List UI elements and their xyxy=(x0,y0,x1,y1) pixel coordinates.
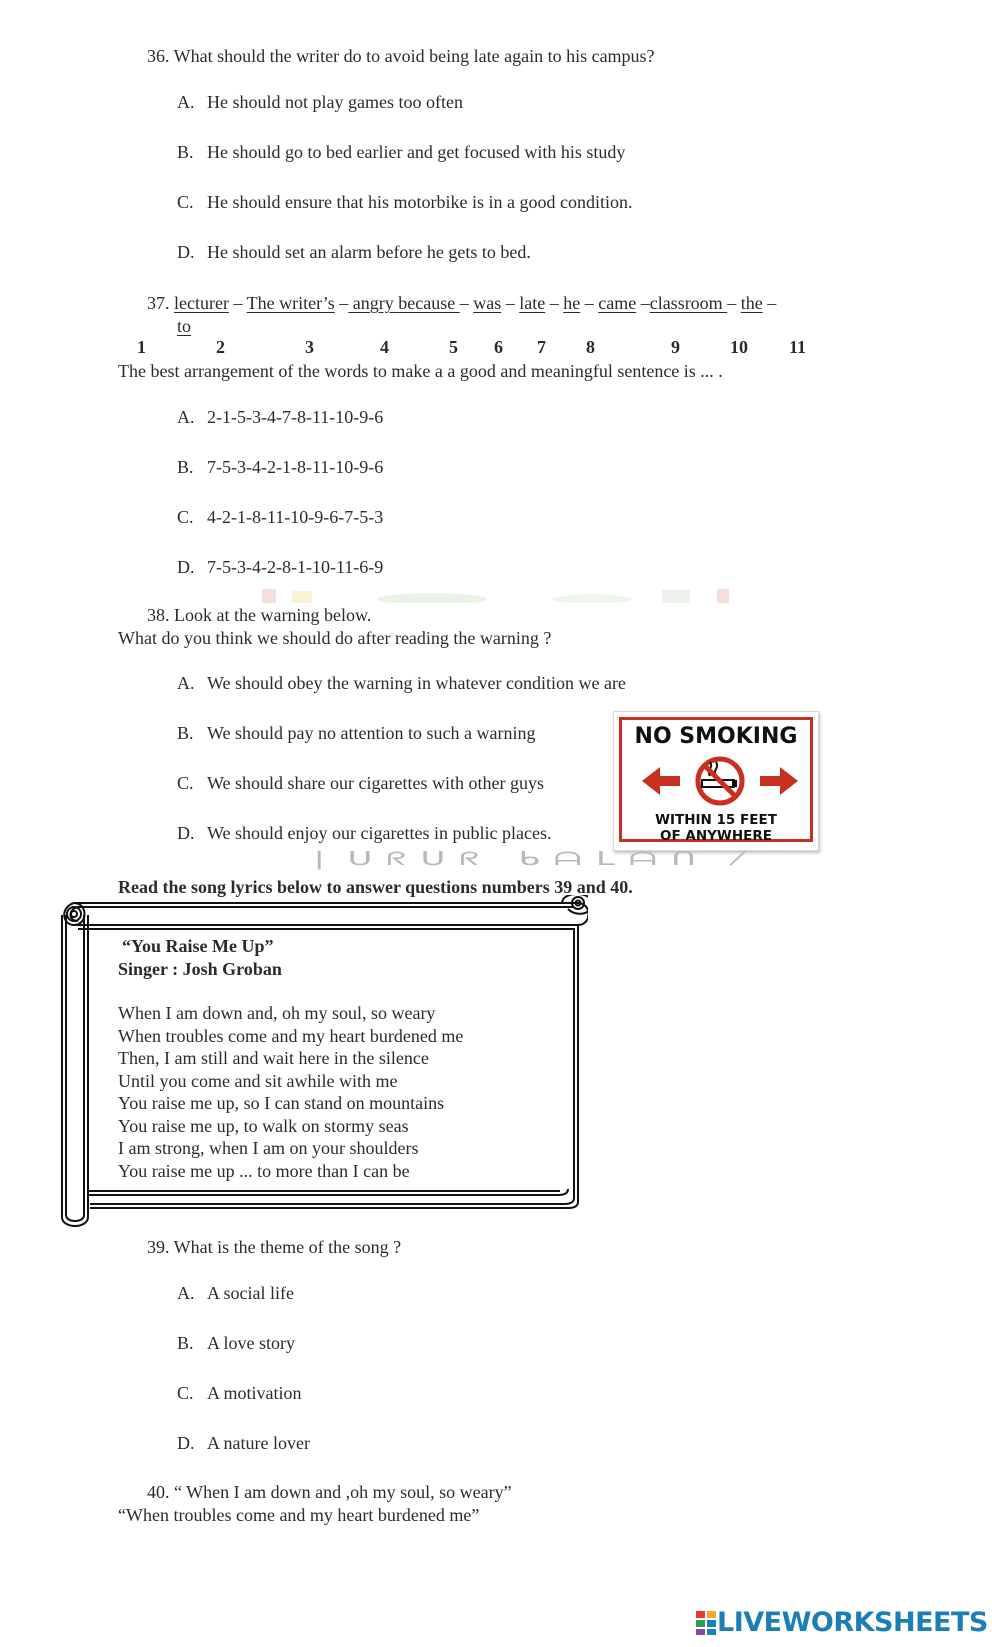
question-39: 39. What is the theme of the song ? xyxy=(147,1237,402,1257)
option-text: He should set an alarm before he gets to bed. xyxy=(207,242,531,262)
word-7: he xyxy=(563,293,581,313)
word-number-11: 11 xyxy=(789,337,807,357)
word-number-2: 2 xyxy=(216,337,225,357)
q37-prompt: The best arrangement of the words to make a a good and meaningful sentence is ... . xyxy=(118,361,723,381)
word-number-3: 3 xyxy=(305,337,314,357)
question-37: 37. lecturer – The writer’s – angry because – was – late – he – came –classroom – the – xyxy=(147,293,777,313)
q36-option-c[interactable] xyxy=(177,192,632,213)
option-letter: A. xyxy=(177,407,195,427)
option-text: 7-5-3-4-2-8-1-10-11-6-9 xyxy=(207,557,384,577)
q39-option-b[interactable] xyxy=(177,1333,295,1354)
sign-subtitle xyxy=(622,812,810,844)
option-text: We should share our cigarettes with other guys xyxy=(207,773,544,793)
word-number-1: 1 xyxy=(137,337,146,357)
song-singer: Singer : Josh Groban xyxy=(118,958,282,979)
no-smoking-sign xyxy=(613,711,819,851)
q37-option-a[interactable] xyxy=(177,407,383,428)
option-letter: B. xyxy=(177,723,194,743)
option-letter: B. xyxy=(177,1333,194,1353)
song-intro: Read the song lyrics below to answer questions numbers 39 and 40. xyxy=(118,877,633,897)
option-letter: D. xyxy=(177,1433,195,1453)
option-text: He should ensure that his motorbike is in a good condition. xyxy=(207,192,633,212)
question-36: 36. What should the writer do to avoid being late again to his campus? xyxy=(147,46,655,66)
logo-text: LIVEWORKSHEETS xyxy=(717,1607,988,1638)
option-letter: A. xyxy=(177,673,195,693)
option-text: He should go to bed earlier and get focused with his study xyxy=(207,142,626,162)
no-smoking-arrows-icon xyxy=(640,754,800,808)
word-8: came xyxy=(598,293,637,313)
sign-border xyxy=(619,717,813,842)
q36-option-d[interactable] xyxy=(177,242,531,263)
q38-option-b[interactable] xyxy=(177,723,535,744)
option-letter: A. xyxy=(177,1283,195,1303)
liveworksheets-logo[interactable] xyxy=(695,1607,988,1638)
watermark-text: ❘ᑌᖇᑌᖇ ᑲᗩᒪᗩᑎ ⁄ xyxy=(305,848,755,870)
lyric-line: Until you come and sit awhile with me xyxy=(118,1070,398,1091)
option-text: We should pay no attention to such a warning xyxy=(207,723,536,743)
word-6: late xyxy=(519,293,546,313)
q38-option-c[interactable] xyxy=(177,773,544,794)
option-letter: C. xyxy=(177,773,194,793)
word-number-9: 9 xyxy=(671,337,680,357)
option-letter: D. xyxy=(177,557,195,577)
liveworksheets-logo-icon xyxy=(695,1610,717,1636)
word-9: classroom xyxy=(649,293,728,313)
q36-option-b[interactable] xyxy=(177,142,625,163)
lyric-line: Then, I am still and wait here in the silence xyxy=(118,1048,429,1068)
q39-option-a[interactable] xyxy=(177,1283,294,1304)
lyric-line: I am strong, when I am on your shoulders xyxy=(118,1138,419,1158)
word-number-5: 5 xyxy=(449,337,458,357)
word-5: was xyxy=(473,293,502,313)
q36-option-a[interactable] xyxy=(177,92,463,113)
option-letter: C. xyxy=(177,507,194,527)
word-number-8: 8 xyxy=(586,337,595,357)
word-number-10: 10 xyxy=(730,337,748,357)
word-4: because xyxy=(398,293,460,313)
word-11: to xyxy=(177,316,192,336)
word-2: The writer’s xyxy=(246,293,335,313)
option-text: We should enjoy our cigarettes in public places. xyxy=(207,823,552,843)
song-title: “You Raise Me Up” xyxy=(122,936,274,956)
word-1: lecturer xyxy=(174,293,229,313)
watermark-fragment xyxy=(262,587,742,603)
question-number: 37. xyxy=(147,293,170,313)
option-letter: A. xyxy=(177,92,195,112)
option-text: We should obey the warning in whatever condition we are xyxy=(207,673,626,693)
option-text: A motivation xyxy=(207,1383,302,1403)
lyric-line: You raise me up, to walk on stormy seas xyxy=(118,1115,409,1136)
sign-line-2: OF ANYWHERE xyxy=(660,828,772,844)
q37-option-b[interactable] xyxy=(177,457,383,478)
option-letter: B. xyxy=(177,142,194,162)
option-letter: C. xyxy=(177,1383,194,1403)
option-letter: C. xyxy=(177,192,194,212)
q39-option-d[interactable] xyxy=(177,1433,310,1454)
option-text: He should not play games too often xyxy=(207,92,463,112)
word-3: angry xyxy=(348,293,399,313)
option-text: 2-1-5-3-4-7-8-11-10-9-6 xyxy=(207,407,384,427)
q39-option-c[interactable] xyxy=(177,1383,302,1404)
option-text: 4-2-1-8-11-10-9-6-7-5-3 xyxy=(207,507,384,527)
q38-prompt: What do you think we should do after reading the warning ? xyxy=(118,628,552,648)
q37-option-c[interactable] xyxy=(177,507,383,528)
word-number-6: 6 xyxy=(494,337,503,357)
question-40: 40. “ When I am down and ,oh my soul, so weary” xyxy=(147,1482,512,1502)
word-number-4: 4 xyxy=(380,337,389,357)
option-text: A love story xyxy=(207,1333,295,1353)
word-10: the xyxy=(740,293,763,313)
question-38: 38. Look at the warning below. xyxy=(147,605,372,625)
sign-title: NO SMOKING xyxy=(634,724,798,749)
sign-line-1: WITHIN 15 FEET xyxy=(655,812,777,828)
option-letter: D. xyxy=(177,823,195,843)
q37-option-d[interactable] xyxy=(177,557,383,578)
lyric-line: You raise me up, so I can stand on mountains xyxy=(118,1093,445,1113)
option-text: A social life xyxy=(207,1283,294,1303)
word-number-7: 7 xyxy=(537,337,546,357)
lyric-line: When I am down and, oh my soul, so weary xyxy=(118,1003,436,1023)
song-lyrics xyxy=(118,935,463,1182)
option-letter: B. xyxy=(177,457,194,477)
lyric-line: You raise me up ... to more than I can be xyxy=(118,1160,410,1181)
option-text: 7-5-3-4-2-1-8-11-10-9-6 xyxy=(207,457,384,477)
q40-line-2: “When troubles come and my heart burdened me” xyxy=(118,1505,480,1525)
q38-option-d[interactable] xyxy=(177,823,551,844)
q38-option-a[interactable] xyxy=(177,673,626,694)
word-11-line xyxy=(177,316,191,337)
lyric-line: When troubles come and my heart burdened me xyxy=(118,1025,464,1046)
option-text: A nature lover xyxy=(207,1433,310,1453)
option-letter: D. xyxy=(177,242,195,262)
